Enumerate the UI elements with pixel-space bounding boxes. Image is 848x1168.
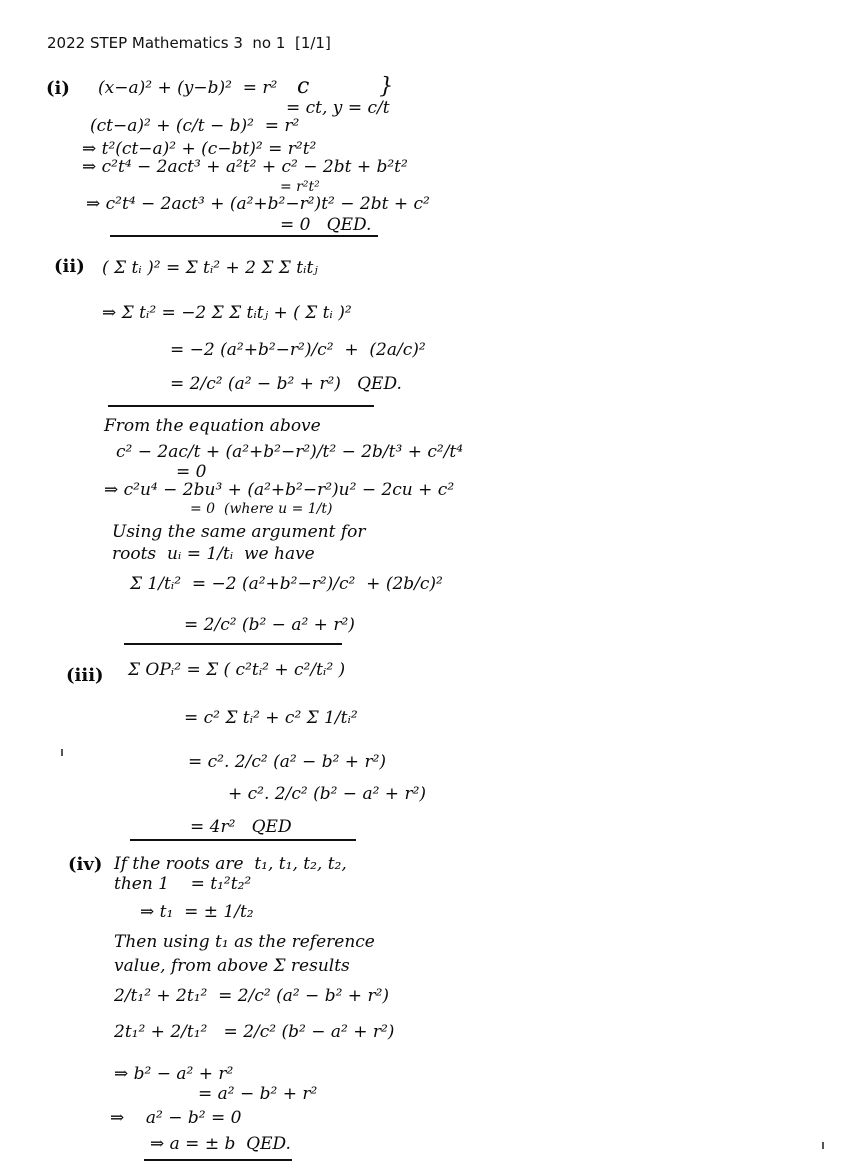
- part-iv-line-7: 2t₁² + 2/t₁² = 2/c² (b² − a² + r²): [114, 1022, 395, 1042]
- divider-rule: [110, 235, 378, 237]
- part-iv-line-6: 2/t₁² + 2t₁² = 2/c² (a² − b² + r²): [114, 986, 390, 1006]
- part-iii-line-4: + c². 2/c² (b² − a² + r²): [228, 784, 427, 804]
- part-iv-line-2: then 1 = t₁²t₂²: [114, 874, 252, 894]
- part-i-line-3: (ct−a)² + (c/t − b)² = r²: [90, 116, 300, 136]
- part-ii-cont-7: roots uᵢ = 1/tᵢ we have: [112, 544, 315, 564]
- part-ii-cont-2: c² − 2ac/t + (a²+b²−r²)/t² − 2b/t³ + c²/t⁴: [116, 442, 464, 462]
- part-iv-line-11: ⇒ a = ± b QED.: [150, 1134, 291, 1154]
- part-ii-cont-9: = 2/c² (b² − a² + r²): [184, 615, 355, 635]
- part-i-line-8: = 0 QED.: [280, 215, 372, 235]
- part-iv-line-4: Then using t₁ as the reference: [114, 932, 375, 952]
- part-i-brace: c }: [297, 74, 394, 99]
- part-iv-line-3: ⇒ t₁ = ± 1/t₂: [140, 902, 254, 922]
- part-iv-line-9: = a² − b² + r²: [198, 1084, 318, 1104]
- part-i-line-4: ⇒ t²(ct−a)² + (c−bt)² = r²t²: [82, 139, 317, 159]
- part-i-line-6: = r²t²: [280, 179, 320, 195]
- divider-rule: [124, 643, 342, 645]
- part-ii-cont-1: From the equation above: [104, 416, 321, 436]
- page-title: 2022 STEP Mathematics 3 no 1 [1/1]: [47, 34, 331, 52]
- part-iv-line-8: ⇒ b² − a² + r²: [114, 1064, 234, 1084]
- part-iii-line-2: = c² Σ tᵢ² + c² Σ 1/tᵢ²: [184, 708, 358, 728]
- part-ii-line-3: = −2 (a²+b²−r²)/c² + (2a/c)²: [170, 340, 426, 360]
- part-ii-cont-3: = 0: [176, 462, 207, 482]
- part-iii-line-3: = c². 2/c² (a² − b² + r²): [188, 752, 387, 772]
- part-iv-label: (iv): [68, 854, 103, 875]
- part-i-label: (i): [46, 78, 70, 99]
- part-ii-cont-6: Using the same argument for: [112, 522, 366, 542]
- divider-rule: [130, 839, 356, 841]
- part-iv-line-5: value, from above Σ results: [114, 956, 350, 976]
- part-iv-line-1: If the roots are t₁, t₁, t₂, t₂,: [114, 854, 347, 874]
- part-ii-line-2: ⇒ Σ tᵢ² = −2 Σ Σ tᵢtⱼ + ( Σ tᵢ )²: [102, 303, 352, 323]
- divider-rule: [144, 1159, 292, 1161]
- part-iii-label: (iii): [66, 665, 104, 686]
- scan-speck: [822, 1142, 824, 1149]
- part-iii-line-1: Σ OPᵢ² = Σ ( c²tᵢ² + c²/tᵢ² ): [128, 660, 346, 680]
- part-ii-cont-5: = 0 (where u = 1/t): [190, 501, 333, 517]
- scan-speck: [61, 749, 63, 756]
- part-i-line-1: (x−a)² + (y−b)² = r²: [98, 78, 278, 98]
- part-ii-line-1: ( Σ tᵢ )² = Σ tᵢ² + 2 Σ Σ tᵢtⱼ: [102, 258, 318, 278]
- part-i-line-5: ⇒ c²t⁴ − 2act³ + a²t² + c² − 2bt + b²t²: [82, 157, 408, 177]
- part-iii-line-5: = 4r² QED: [190, 817, 292, 837]
- part-i-line-7: ⇒ c²t⁴ − 2act³ + (a²+b²−r²)t² − 2bt + c²: [86, 194, 430, 214]
- part-ii-label: (ii): [54, 256, 85, 277]
- divider-rule: [108, 405, 374, 407]
- part-ii-cont-8: Σ 1/tᵢ² = −2 (a²+b²−r²)/c² + (2b/c)²: [130, 574, 443, 594]
- part-i-line-2: = ct, y = c/t: [286, 98, 390, 118]
- part-ii-cont-4: ⇒ c²u⁴ − 2bu³ + (a²+b²−r²)u² − 2cu + c²: [104, 480, 455, 500]
- part-ii-line-4: = 2/c² (a² − b² + r²) QED.: [170, 374, 402, 394]
- part-iv-line-10: ⇒ a² − b² = 0: [110, 1108, 242, 1128]
